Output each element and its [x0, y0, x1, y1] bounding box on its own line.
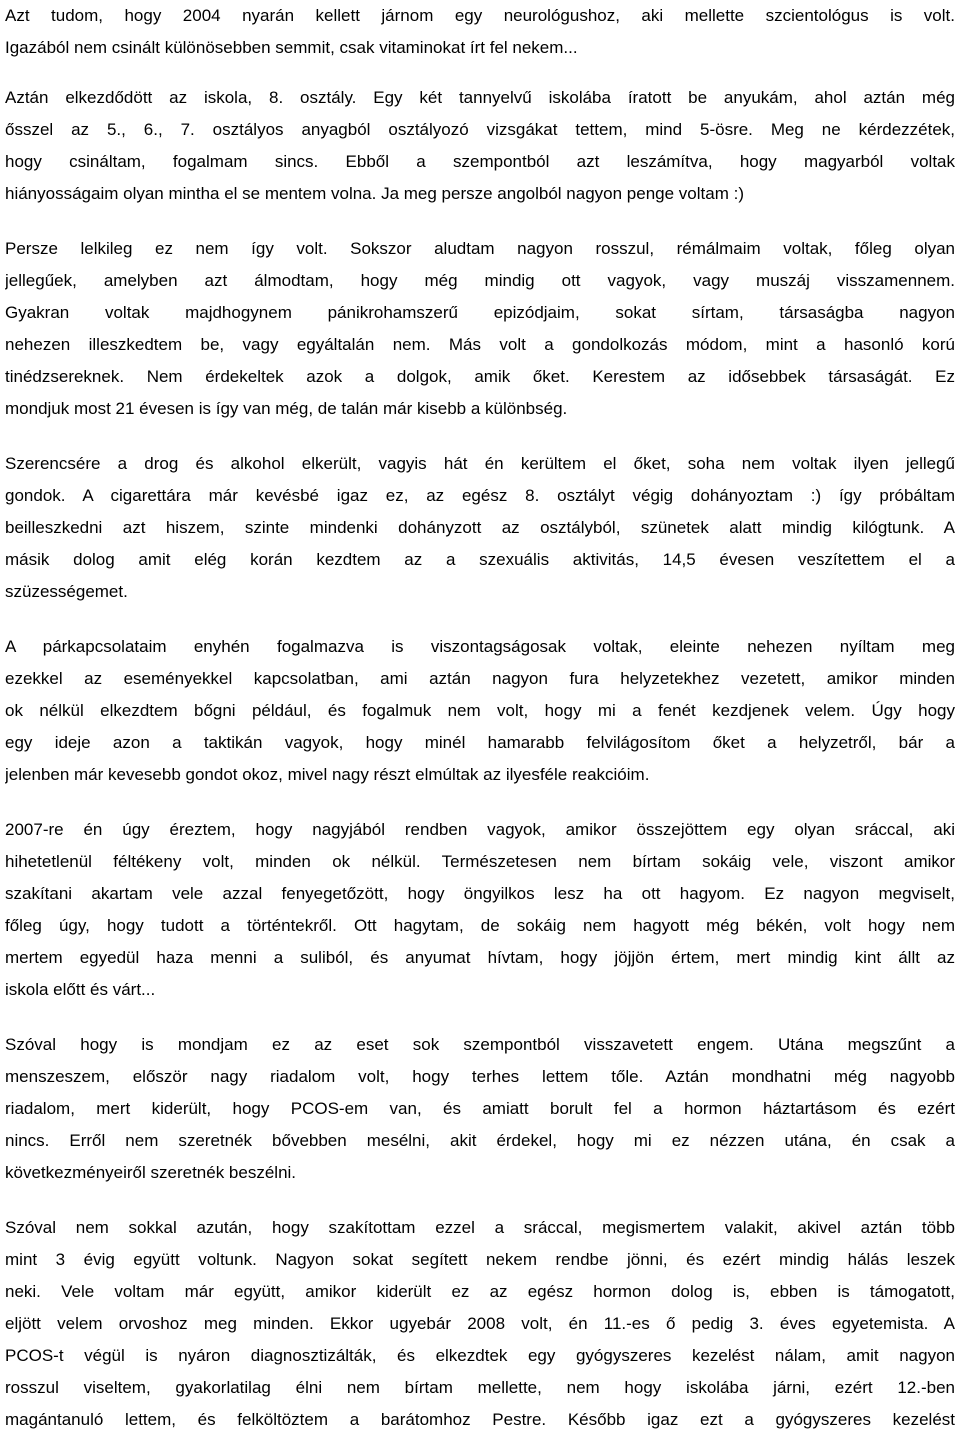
text-line: mondjuk most 21 évesen is így van még, de talán már kisebb a különbség.: [5, 399, 568, 418]
text-line: szüzességemet.: [5, 582, 128, 601]
text-line: szakítani akartam vele azzal fenyegetőzött, hogy öngyilkos lesz ha ott hagyom. Ez nagyon megviselt,: [5, 884, 955, 903]
text-line: hogy csináltam, fogalmam sincs. Ebből a szempontból azt leszámítva, hogy magyarból voltak: [5, 152, 955, 171]
text-line: hiányosságaim olyan mintha el se mentem volna. Ja meg persze angolból nagyon penge voltam :): [5, 184, 744, 203]
text-line: A párkapcsolataim enyhén fogalmazva is viszontagságosak voltak, eleinte nehezen nyíltam meg: [5, 637, 955, 656]
paragraph-2: [5, 82, 955, 210]
text-line: riadalom, mert kiderült, hogy PCOS-em van, és amiatt borult fel a hormon háztartásom és ezért: [5, 1099, 955, 1118]
text-line: egy ideje azon a taktikán vagyok, hogy minél hamarabb felvilágosítom őket a helyzetről, bár a: [5, 733, 955, 752]
text-line: Igazából nem csinált különösebben semmit, csak vitaminokat írt fel nekem...: [5, 38, 578, 57]
text-line: ezekkel az eseményekkel kapcsolatban, ami aztán nagyon fura helyzetekhez vezetett, amikor minden: [5, 669, 955, 688]
text-line: Azt tudom, hogy 2004 nyarán kellett járnom egy neurológushoz, aki mellette szcientológus is volt.: [5, 6, 955, 25]
text-line: magántanuló lettem, és felköltöztem a barátomhoz Pestre. Később igaz ezt a gyógyszeres kezelést: [5, 1410, 955, 1429]
paragraph-1: [5, 0, 955, 64]
text-line: Szerencsére a drog és alkohol elkerült, vagyis hát én kerültem el őket, soha nem voltak ilyen jellegű: [5, 454, 955, 473]
text-line: másik dolog amit elég korán kezdtem az a szexuális aktivitás, 14,5 évesen veszítettem el a: [5, 550, 955, 569]
text-line: főleg úgy, hogy tudott a történtekről. Ott hagytam, de sokáig nem hagyott még békén, volt hogy nem: [5, 916, 955, 935]
paragraph-7: [5, 1029, 955, 1189]
text-line: mertem egyedül haza menni a suliból, és anyumat hívtam, hogy jöjjön értem, mert mindig kint állt az: [5, 948, 955, 967]
text-line: nehezen illeszkedtem be, vagy egyáltalán nem. Más volt a gondolkozás módom, mint a hasonló korú: [5, 335, 955, 354]
paragraph-6: [5, 814, 955, 1006]
text-line: hihetetlenül féltékeny volt, minden ok nélkül. Természetesen nem bírtam sokáig vele, viszont amikor: [5, 852, 955, 871]
text-line: Szóval hogy is mondjam ez az eset sok szempontból visszavetett engem. Utána megszűnt a: [5, 1035, 955, 1054]
text-line: jelenben már kevesebb gondot okoz, mivel nagy részt elmúltak az ilyesféle reakcióim.: [5, 765, 650, 784]
text-line: menszeszem, először nagy riadalom volt, hogy terhes lettem tőle. Aztán mondhatni még nagyobb: [5, 1067, 955, 1086]
text-line: beilleszkedni azt hiszem, szinte mindenki dohányzott az osztályból, szünetek alatt mindig kilógtunk. A: [5, 518, 955, 537]
text-line: 2007-re én úgy éreztem, hogy nagyjából rendben vagyok, amikor összejöttem egy olyan sráccal, aki: [5, 820, 955, 839]
text-line: tinédzsereknek. Nem érdekeltek azok a dolgok, amik őket. Kerestem az idősebbek társaságát. Ez: [5, 367, 955, 386]
text-line: gondok. A cigarettára már kevésbé igaz ez, az egész 8. osztályt végig dohányoztam :) így próbáltam: [5, 486, 955, 505]
text-line: eljött velem orvoshoz meg minden. Ekkor ugyebár 2008 volt, én 11.-es ő pedig 3. éves egyetemista. A: [5, 1314, 955, 1333]
text-line: nincs. Erről nem szeretnék bővebben mesélni, akit érdekel, hogy mi ez nézzen utána, én csak a: [5, 1131, 955, 1150]
text-line: következményeiről szeretnék beszélni.: [5, 1163, 297, 1182]
text-line: rosszul viseltem, gyakorlatilag élni nem bírtam mellette, nem hogy iskolába járni, ezért 12.-ben: [5, 1378, 955, 1397]
paragraph-5: [5, 631, 955, 791]
text-line: iskola előtt és várt...: [5, 980, 156, 999]
text-line: Gyakran voltak majdhogynem pánikrohamszerű epizódjaim, sokat sírtam, társaságba nagyon: [5, 303, 955, 322]
text-line: ok nélkül elkezdtem bőgni például, és fogalmuk nem volt, hogy mi a fenét kezdjenek velem. Úgy hogy: [5, 701, 955, 720]
paragraph-8: [5, 1212, 955, 1436]
text-line: Persze lelkileg ez nem így volt. Sokszor aludtam nagyon rosszul, rémálmaim voltak, főleg olyan: [5, 239, 955, 258]
text-line: Aztán elkezdődött az iskola, 8. osztály. Egy két tannyelvű iskolába íratott be anyukám, ahol aztán még: [5, 88, 955, 107]
paragraph-3: [5, 233, 955, 425]
text-line: PCOS-t végül is nyáron diagnosztizálták, és elkezdtek egy gyógyszeres kezelést nálam, amit nagyon: [5, 1346, 955, 1365]
text-line: neki. Vele voltam már együtt, amikor kiderült ez az egész hormon dolog is, ebben is támogatott,: [5, 1282, 955, 1301]
text-line: jellegűek, amelyben azt álmodtam, hogy még mindig ott vagyok, vagy muszáj visszamennem.: [5, 271, 955, 290]
text-line: Szóval nem sokkal azután, hogy szakítottam ezzel a sráccal, megismertem valakit, akivel aztán több: [5, 1218, 955, 1237]
paragraph-4: [5, 448, 955, 608]
text-line: mint 3 évig együtt voltunk. Nagyon sokat segített nekem rendbe jönni, és ezért mindig hálás leszek: [5, 1250, 955, 1269]
text-line: ősszel az 5., 6., 7. osztályos anyagból osztályozó vizsgákat tettem, mind 5-ösre. Meg ne kérdezzétek,: [5, 120, 955, 139]
